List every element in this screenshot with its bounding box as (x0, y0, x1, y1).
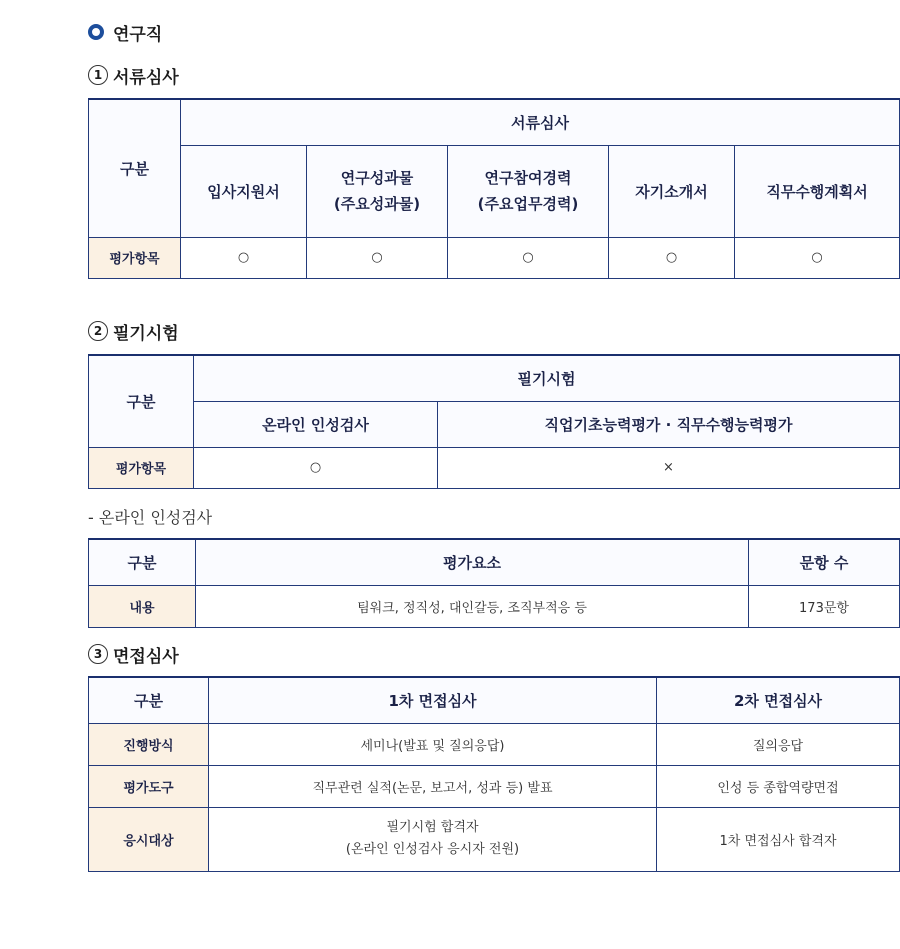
header-online-personality: 온라인 인성검사 (194, 401, 438, 447)
table-cell: 필기시험 합격자 (온라인 인성검사 응시자 전원) (209, 807, 657, 871)
table-row (89, 807, 900, 871)
header-second-interview: 2차 면접심사 (657, 677, 900, 723)
header-job-plan: 직무수행계획서 (735, 145, 900, 237)
circled-number-icon: 3 (88, 644, 108, 664)
circled-number-icon: 1 (88, 65, 108, 85)
table-cell: ○ (735, 237, 900, 278)
table-cell: 질의응답 (657, 723, 900, 765)
row-label: 평가항목 (89, 447, 194, 488)
table-cell: 173문항 (749, 585, 900, 627)
row-label: 진행방식 (89, 723, 209, 765)
header-evaluation-factor: 평가요소 (196, 539, 749, 585)
written-test-table (88, 354, 900, 489)
row-label: 응시대상 (89, 807, 209, 871)
table-cell: 팀워크, 정직성, 대인갈등, 조직부적응 등 (196, 585, 749, 627)
header-research-output: 연구성과물 (주요성과물) (307, 145, 448, 237)
table-cell: × (438, 447, 900, 488)
header-category: 구분 (89, 539, 196, 585)
section-1-title: 1 서류심사 (88, 63, 179, 87)
table-row (89, 723, 900, 765)
header-category: 구분 (89, 677, 209, 723)
bullet-icon (88, 24, 104, 40)
row-label: 평가도구 (89, 765, 209, 807)
header-first-interview: 1차 면접심사 (209, 677, 657, 723)
table-cell: ○ (307, 237, 448, 278)
header-question-count: 문항 수 (749, 539, 900, 585)
header-self-introduction: 자기소개서 (609, 145, 735, 237)
section-2-title: 2 필기시험 (88, 319, 179, 343)
header-competency-test: 직업기초능력평가 · 직무수행능력평가 (438, 401, 900, 447)
table-cell: 인성 등 종합역량면접 (657, 765, 900, 807)
interview-table (88, 676, 900, 872)
header-application-form: 입사지원서 (181, 145, 307, 237)
table-cell: ○ (194, 447, 438, 488)
circled-number-icon: 2 (88, 321, 108, 341)
page-title: 연구직 (113, 24, 163, 45)
table-cell: 직무관련 실적(논문, 보고서, 성과 등) 발표 (209, 765, 657, 807)
row-label: 평가항목 (89, 237, 181, 278)
table-cell: ○ (448, 237, 609, 278)
section-3-title: 3 면접심사 (88, 642, 179, 666)
table-cell: 1차 면접심사 합격자 (657, 807, 900, 871)
header-category: 구분 (89, 355, 194, 447)
header-written-test: 필기시험 (194, 355, 900, 401)
personality-test-table (88, 538, 900, 628)
table-row (89, 765, 900, 807)
online-personality-note: - 온라인 인성검사 (88, 508, 213, 527)
header-document-review: 서류심사 (181, 99, 900, 145)
row-label: 내용 (89, 585, 196, 627)
table-cell: ○ (609, 237, 735, 278)
header-research-experience: 연구참여경력 (주요업무경력) (448, 145, 609, 237)
header-category: 구분 (89, 99, 181, 237)
document-review-table (88, 98, 900, 279)
table-cell: 세미나(발표 및 질의응답) (209, 723, 657, 765)
section-header (88, 20, 162, 44)
table-cell: ○ (181, 237, 307, 278)
